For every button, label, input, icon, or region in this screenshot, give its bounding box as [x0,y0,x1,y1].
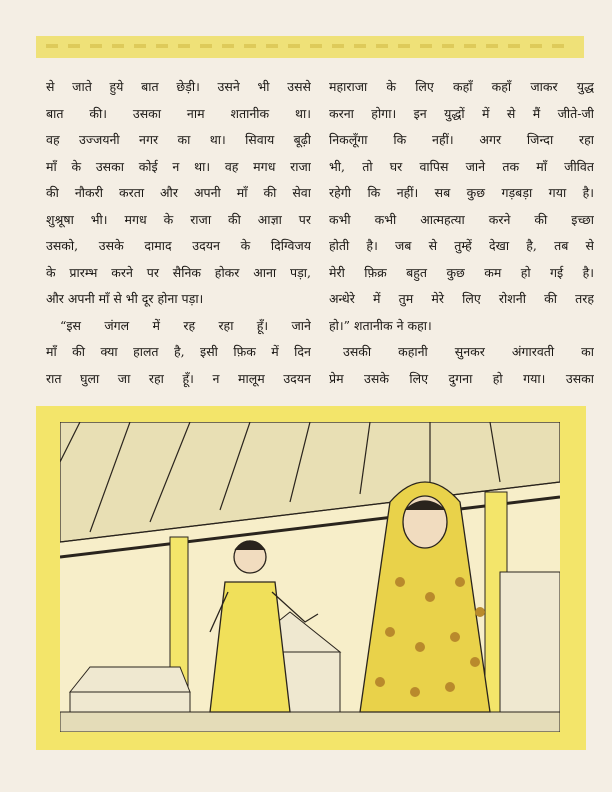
text-line: वह उज्जयनी नगर का था। सिवाय बूढ़ी [46,132,311,147]
text-line: रहेगी कि नहीं। सब कुछ गड़बड़ा गया है। [329,185,594,200]
decorative-header-band [36,36,584,58]
text-line: से जाते हुये बात छेड़ी। उसने भी उससे [46,79,311,94]
text-line: प्रेम उसके लिए दुगना हो गया। उसका [329,370,594,386]
text-line: के प्रारम्भ करने पर सैनिक होकर आना पड़ा, [46,264,311,280]
text-line: महाराजा के लिए कहाँ कहाँ जाकर युद्ध [329,79,594,94]
story-text [46,74,594,392]
text-line: की नौकरी करता और अपनी माँ की सेवा [46,185,311,200]
text-line: और अपनी माँ से भी दूर होना पड़ा। [46,291,204,306]
text-line: होती है। जब से तुम्हें देखा है, तब से [329,238,594,253]
text-line: शुश्रूषा भी। मगध के राजा की आज्ञा पर [46,211,311,227]
text-line: माँ के उसका कोई न था। वह मगध राजा [46,158,311,174]
text-line: उसकी कहानी सुनकर अंगारवती का [343,344,594,359]
text-line: उसको, उसके दामाद उदयन के दिग्विजय [46,238,311,253]
text-column-left [46,74,311,392]
text-line: निकलूँगा कि नहीं। अगर जिन्दा रहा [329,132,594,147]
floor [60,712,560,732]
text-line: मेरी फ़िक्र बहुत कुछ कम हो गई है। [329,264,594,280]
text-line: भी, तो घर वापिस जाने तक माँ जीवित [329,158,594,174]
text-line: बात की। उसका नाम शतानीक था। [46,105,311,121]
illustration-scene [60,422,560,732]
text-column-right [329,74,594,392]
text-line: माँ की क्या हालत है, इसी फ़िक में दिन [46,344,311,359]
text-line: हो।” शतानीक ने कहा। [329,317,432,333]
text-line: कभी कभी आत्महत्या करने की इच्छा [329,211,594,227]
text-line: रात घुला जा रहा हूँ। न मालूम उदयन [46,370,311,386]
story-illustration [36,406,586,750]
header-ornament [46,44,574,48]
text-line: “इस जंगल में रह रहा हूँ। जाने [60,317,311,333]
text-line: अन्धेरे में तुम मेरे लिए रोशनी की तरह [329,291,594,306]
text-line: करना होगा। इन युद्धों में से मैं जीते-जी [329,105,594,121]
